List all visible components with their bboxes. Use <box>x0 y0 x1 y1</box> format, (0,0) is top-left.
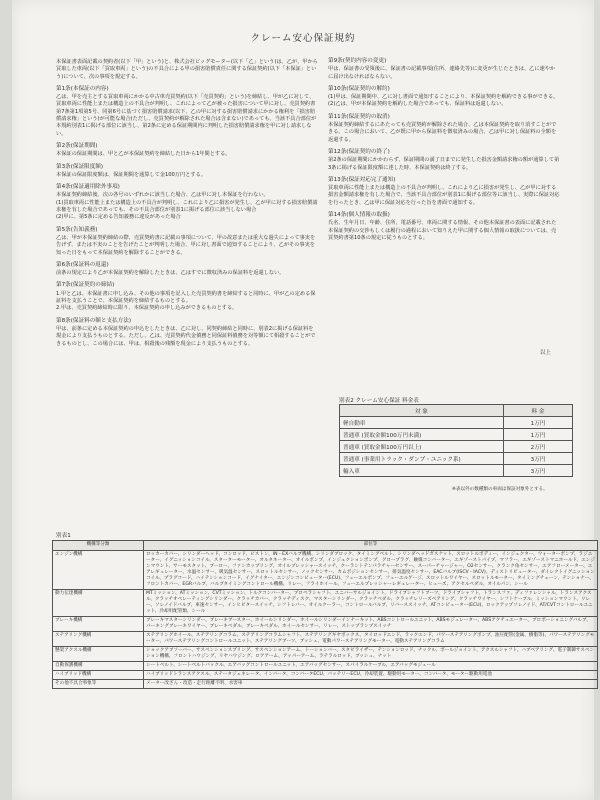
table-row <box>53 662 598 671</box>
article-heading: 第13条(保証対応完了通知) <box>328 176 396 183</box>
table-header-row <box>53 541 598 551</box>
table-row <box>340 465 573 477</box>
article-body: 本保証契約締結後、次の各号のいずれかに該当した場合、乙は甲に対し本保証を行わない。 (1)買取車両に性能上または構造上の不具合が判明し、これにより乙に損害が発生し、乙が甲に対する損害賠償請求権を有した場合であっても、その不具合部位が別表1に掲げる部位に該当しない場合 (2)甲に、第5条に定める告知義務に違反があった場合 <box>56 192 318 221</box>
article <box>328 177 560 207</box>
document-page <box>12 0 594 800</box>
article-heading: 第12条(保証契約の終了) <box>328 148 390 155</box>
table-row <box>340 417 573 429</box>
parts-cell: ステアリングホイール、ステアリングコラム、ステアリングコラムシャフト、ステアリングギヤボックス、タイロッドエンド、ラックエンド、パワーステアリングポンプ、油圧配管(金属、樹脂等)、パワーステアリングモーター、パワーステアリングコントロールユニット、ステアリングブーツ、ブッシュ、電動パワーステアリングモーター、電動ステアリングコラム <box>144 632 598 647</box>
article-body: 本保証書表面記載の契約者(以下「甲」という)と、株式会社ビッグモーター(以下「乙」という)は、乙が、甲から買取した車両(以下「買取車両」という)の不具合による甲の損害賠償責任に関する保証契約(以下「本保証」という)について、次の事項を規定する。 <box>56 59 318 80</box>
table-row <box>340 453 573 465</box>
article-heading: 第3条(保証限度額) <box>56 163 104 170</box>
article-heading: 第10条(保証契約の解約) <box>328 85 390 92</box>
parts-cell: メーター改ざん・改造・走行距離不明、水害車 <box>144 680 598 689</box>
column-header: 料 金 <box>504 405 573 417</box>
table-row <box>53 647 598 662</box>
article-body: 買取車両に性能上または構造上の不具合が判明し、これにより乙に損害が発生し、乙が甲に対する損害金額請求権を有した場合で、当該不具合部位が別表1に掲げる部位等に該当し、実際に保証対応を行ったとき、乙は甲に保証対応を行った旨を書面で通知する。 <box>328 185 560 206</box>
parts-cell: シートベルト、シートベルトバックル、エアバッグコントロールユニット、エアバッグセンサー、スパイラルケーブル、エアバッグモジュール <box>144 662 598 671</box>
right-column <box>328 58 560 247</box>
fee-cell: 1万円 <box>504 429 573 441</box>
article-heading: 第9条(契約内容の変更) <box>328 58 387 64</box>
article-heading: 第14条(個人情報の取扱) <box>328 212 390 219</box>
system-cell: 懸架アクスル機構 <box>53 647 144 662</box>
system-cell: ハイブリッド機構 <box>53 671 144 680</box>
article-heading: 第6条(保証料の返還) <box>56 261 109 268</box>
parts-cell: ロッカーカバー、シリンダーヘッド、コンロッド、ピストン、IN・EXバルブ機構、シリンダブロック、タイミングベルト、シリンダヘッドガスケット、スロットルボディー、インジェクター、ウォーターポンプ、ラジエーター、イグニッションコイル、スターターモーター、オルタネーター、オイルポンプ、インジェクションポンプ、グロープラグ、触媒コンバーター、エギゾーストパイプ、マフラー、エギゾーストマニホールド、エンジンマウント、サーモスタット、ブーロー、ファンカップリング、オイルプレッシャースイッチ、クーラントテンパラチャーセンサー、スーパーチャージャー、O2センサー、クランク角センサー、エアフローメーター、エアレギュレーター、水温センサー、吸気温センサー、スロットルセンサー、ノックセンサー、カムポジションセンサー、排気温度センサー、EACバルブ(ISCV・IACV)、ディストリビューター、ダイレクトイグニッションコイル、プラグコード、ハイテンションコード、イグナイター、エンジンコンピューター(ECU)、フューエルポンプ、フューエルゲージ、スロットルワイヤー、スロットルモーター、タイミングチェーン、テンショナー、フロントカバー、EGRバルブ、バルブタイミングコントロール機構、リレー、フライホイール、フューエルプレッシャーレギュレーター、ヒューズ、アクセルペダル、オイルパン、シール <box>144 551 598 590</box>
parts-cell: ブレーキマスターシリンダー、ブレーキブースター、ホイールシリンダー、ホイールシリンダーインナーキット、ABSコントロールユニット、ABSモジュレーター、ABSアクチュエーター、ブロポーショニングバルブ、パーキングブレーキワイヤー、ブレーキペダル、ブレーキペダル、ホイールセンサー、リレー、ストップランプスイッチ <box>144 617 598 632</box>
article <box>56 164 318 180</box>
parts-cell: MTミッション、ATミッション、CVTミッション、トルクコンバーター、プロペラシャフト、ユニバーサルジョイント、ドライブシャフトブーツ、ドライブシャフト、トランスファ、ディファレンシャル、トランスアクスル、クラッチオペレーティングシリンダー、クラッチカバー、クラッチディスク、マスターシリンダー、クラッチペダル、クラッチレリーズベアリング、クラッチワイヤー、シフトケーブル、ミッションマウント、リレー、ソレノイドバルブ、車速センサー、インヒビタースイッチ、シフトレバー、オイルクーラー、コントロールバルブ、リバーススイッチ、ATコンピューター(ECU)、ロックアップソレノイド、AT/CVTコントロールユニット、冷却用配管類、シール <box>144 590 598 617</box>
article-body: 第2条の保証期間にかかわらず、保証期間の満了日までに発生した損害金額請求権の額が通算して第3条に掲げる保証限度額に達した時、本保証契約は終了する。 <box>328 157 560 171</box>
article-heading: 第5条(告知義務) <box>56 226 98 233</box>
system-cell: ステアリング機構 <box>53 632 144 647</box>
column-header: 対 象 <box>340 405 504 417</box>
article-body: 本保証の保証限度額は、保証期間を通算して金100万円とする。 <box>56 171 206 178</box>
article-body: 甲は、保証書の受領後に、保証書の記載事項(住所、連絡先等)に変更が生じたときは、乙に速やかに届け出なければならない。 <box>328 66 556 80</box>
left-column <box>56 58 318 353</box>
article-body: 甲は、前条に定める本保証契約の申込をしたときは、乙に対し、同契約締結と同時に、別表2に掲げる保証料を現金により支払うものとする。ただし、乙は、売買契約代金債務と同保証料債務を対等額にて相殺することができるものとし、この場合には、甲は、相殺後の残額を現金により支払うものとする。 <box>56 325 316 347</box>
article <box>56 86 318 138</box>
parts-cell: ショックアブソーバー、サスペンションスプリング、サスペンションアーム、トーションバー、スタビライザー、テンションロッド、ナックル、ボールジョイント、アクスルシャフト、ハブベアリング、電子制御サスペンション機構、フロントハウジング、リヤハウジング、ロアアーム、アッパーアーム、ラテラルロッド、ブッシュ、ナット <box>144 647 598 662</box>
fee-table <box>339 404 573 477</box>
article <box>56 184 318 221</box>
article-body: 1.甲と乙は、本保証書に申し込み、その他の事項を記入した売買契約書を締結すると同時に、甲が乙の定める保証料を支払うことで、本保証契約を締結するものとする。 2.甲は、売買契約締結時に限り、本保証契約の申し込みができるものとする。 <box>56 290 316 312</box>
target-cell: 普通車 (事業用トラック・ダンプ・ユニック系) <box>340 453 504 465</box>
fee-table-caption: 別表2 クレーム安心保証 料金表 <box>339 398 419 404</box>
article-heading: 第8条(保証料の額と支払方法) <box>56 317 132 324</box>
article <box>328 149 560 172</box>
article <box>328 86 560 109</box>
article-body: 本保証の保証期間は、甲と乙が本保証契約を締結した日から1年間とする。 <box>56 151 231 158</box>
article <box>56 143 318 159</box>
article <box>56 227 318 257</box>
article <box>328 58 560 81</box>
article-body: 前条の規定により乙が本保証契約を解除したときは、乙はすでに徴収済みの保証料を返還しない。 <box>56 270 285 277</box>
table-row <box>53 671 598 680</box>
article <box>56 318 318 348</box>
article-heading: 第4条(保証適用除外事項) <box>56 184 120 191</box>
article-heading: 第1条(本保証の内容) <box>56 85 109 92</box>
parts-table-caption: 別表1 <box>56 533 71 539</box>
page-title: クレーム安心保証規約 <box>250 33 356 44</box>
article <box>56 59 318 81</box>
fee-cell: 3万円 <box>504 465 573 477</box>
column-header: 機構等分類 <box>53 541 144 551</box>
target-cell: 普通車 (買取金額100万円未満) <box>340 429 504 441</box>
table-row <box>53 632 598 647</box>
article-heading: 第11条(保証契約の取消) <box>328 113 390 120</box>
target-cell: 軽自動車 <box>340 417 504 429</box>
article <box>56 262 318 278</box>
fee-cell: 2万円 <box>504 441 573 453</box>
table-row <box>53 680 598 689</box>
fee-table-note: ※表以外の数種類の車両は保証対象外とする。 <box>452 487 548 492</box>
table-row <box>53 551 598 590</box>
system-cell: ブレーキ機構 <box>53 617 144 632</box>
table-header-row <box>340 405 573 417</box>
article-body: (1)甲は、保証期間中、乙に対し書面で通知することにより、本保証契約を解約できる事ができる。 (2)乙は、甲が本保証契約を解約した場合であっても、保証料は返還しない。 <box>328 94 559 108</box>
system-cell: 動力伝達機構 <box>53 590 144 617</box>
article-body: 本保証契約締結するにあたっても売買契約が解除された場合、乙は本保証契約を取り消すことができる。この場合において、乙が既に甲から保証料を徴収済みの場合、乙は甲に対し保証料の全額を返還する。 <box>328 122 557 143</box>
system-cell: エンジン機構 <box>53 551 144 590</box>
system-cell: その他不具合事象等 <box>53 680 144 689</box>
article-heading: 第7条(保証契約の締結) <box>56 282 115 289</box>
target-cell: 普通車 (買取金額100万円以上) <box>340 441 504 453</box>
table-row <box>53 590 598 617</box>
parts-cell: ハイブリッドトランスアクスル、ステータジェネレータ、インバータ、コンバータECU、バッテリーECU、冷却装置、駆動用モーター、コンバータ、モーター駆動用電池 <box>144 671 598 680</box>
article <box>56 282 318 312</box>
article-heading: 第2条(保証期間) <box>56 142 98 149</box>
article-body: 乙は、甲が本保証契約締結の際、売買契約書に記載の事項について、甲の故意または重大な過失によって事実を告げず、または不実のことを告げたことが判明した場合、甲に対し書面で通知することにより、乙がその事実を知った日をもって本保証契約を解除することができる。 <box>56 234 316 256</box>
fee-cell: 1万円 <box>504 417 573 429</box>
table-row <box>340 441 573 453</box>
table-row <box>53 617 598 632</box>
system-cell: 自動保護機構 <box>53 662 144 671</box>
closing-mark: 以上 <box>540 350 551 356</box>
parts-table <box>52 540 598 689</box>
article-body: 乙は、甲を売主とする買取車両にかかる中古車売買契約(以下「売買契約」という)を締結し、甲が乙に対して、買取車両に性能上または構造上の不具合が判明し、これによって乙が被った損害について甲に対し、売買契約書第7条第1項第5号、同第6号に基づく損害賠償請求(以下、乙の甲に対する損害賠償請求にかかる権利を「損害賠償請求権」という)が可能な場合(ただし、売買契約が解除された場合は含まない)であっても、当該不具合部位が本規約別表1に掲げる部位に該当し、第2条に定める保証期間内に判明した損害賠償請求権を甲に対し請求しない。 <box>56 94 317 137</box>
table-row <box>340 429 573 441</box>
article <box>328 114 560 144</box>
fee-cell: 3万円 <box>504 453 573 465</box>
article <box>328 212 560 242</box>
target-cell: 輸入車 <box>340 465 504 477</box>
column-header: 部位等 <box>144 541 598 551</box>
article-body: 氏名、生年月日、年齢、住所、電話番号、車両に関する情報、その他本保証書の表面に記載された本保証契約の交渉もしくは履行の過程において知りえた甲に関する個人情報の取扱については、売買契約書第10条の規定に従うものとする。 <box>328 220 557 241</box>
